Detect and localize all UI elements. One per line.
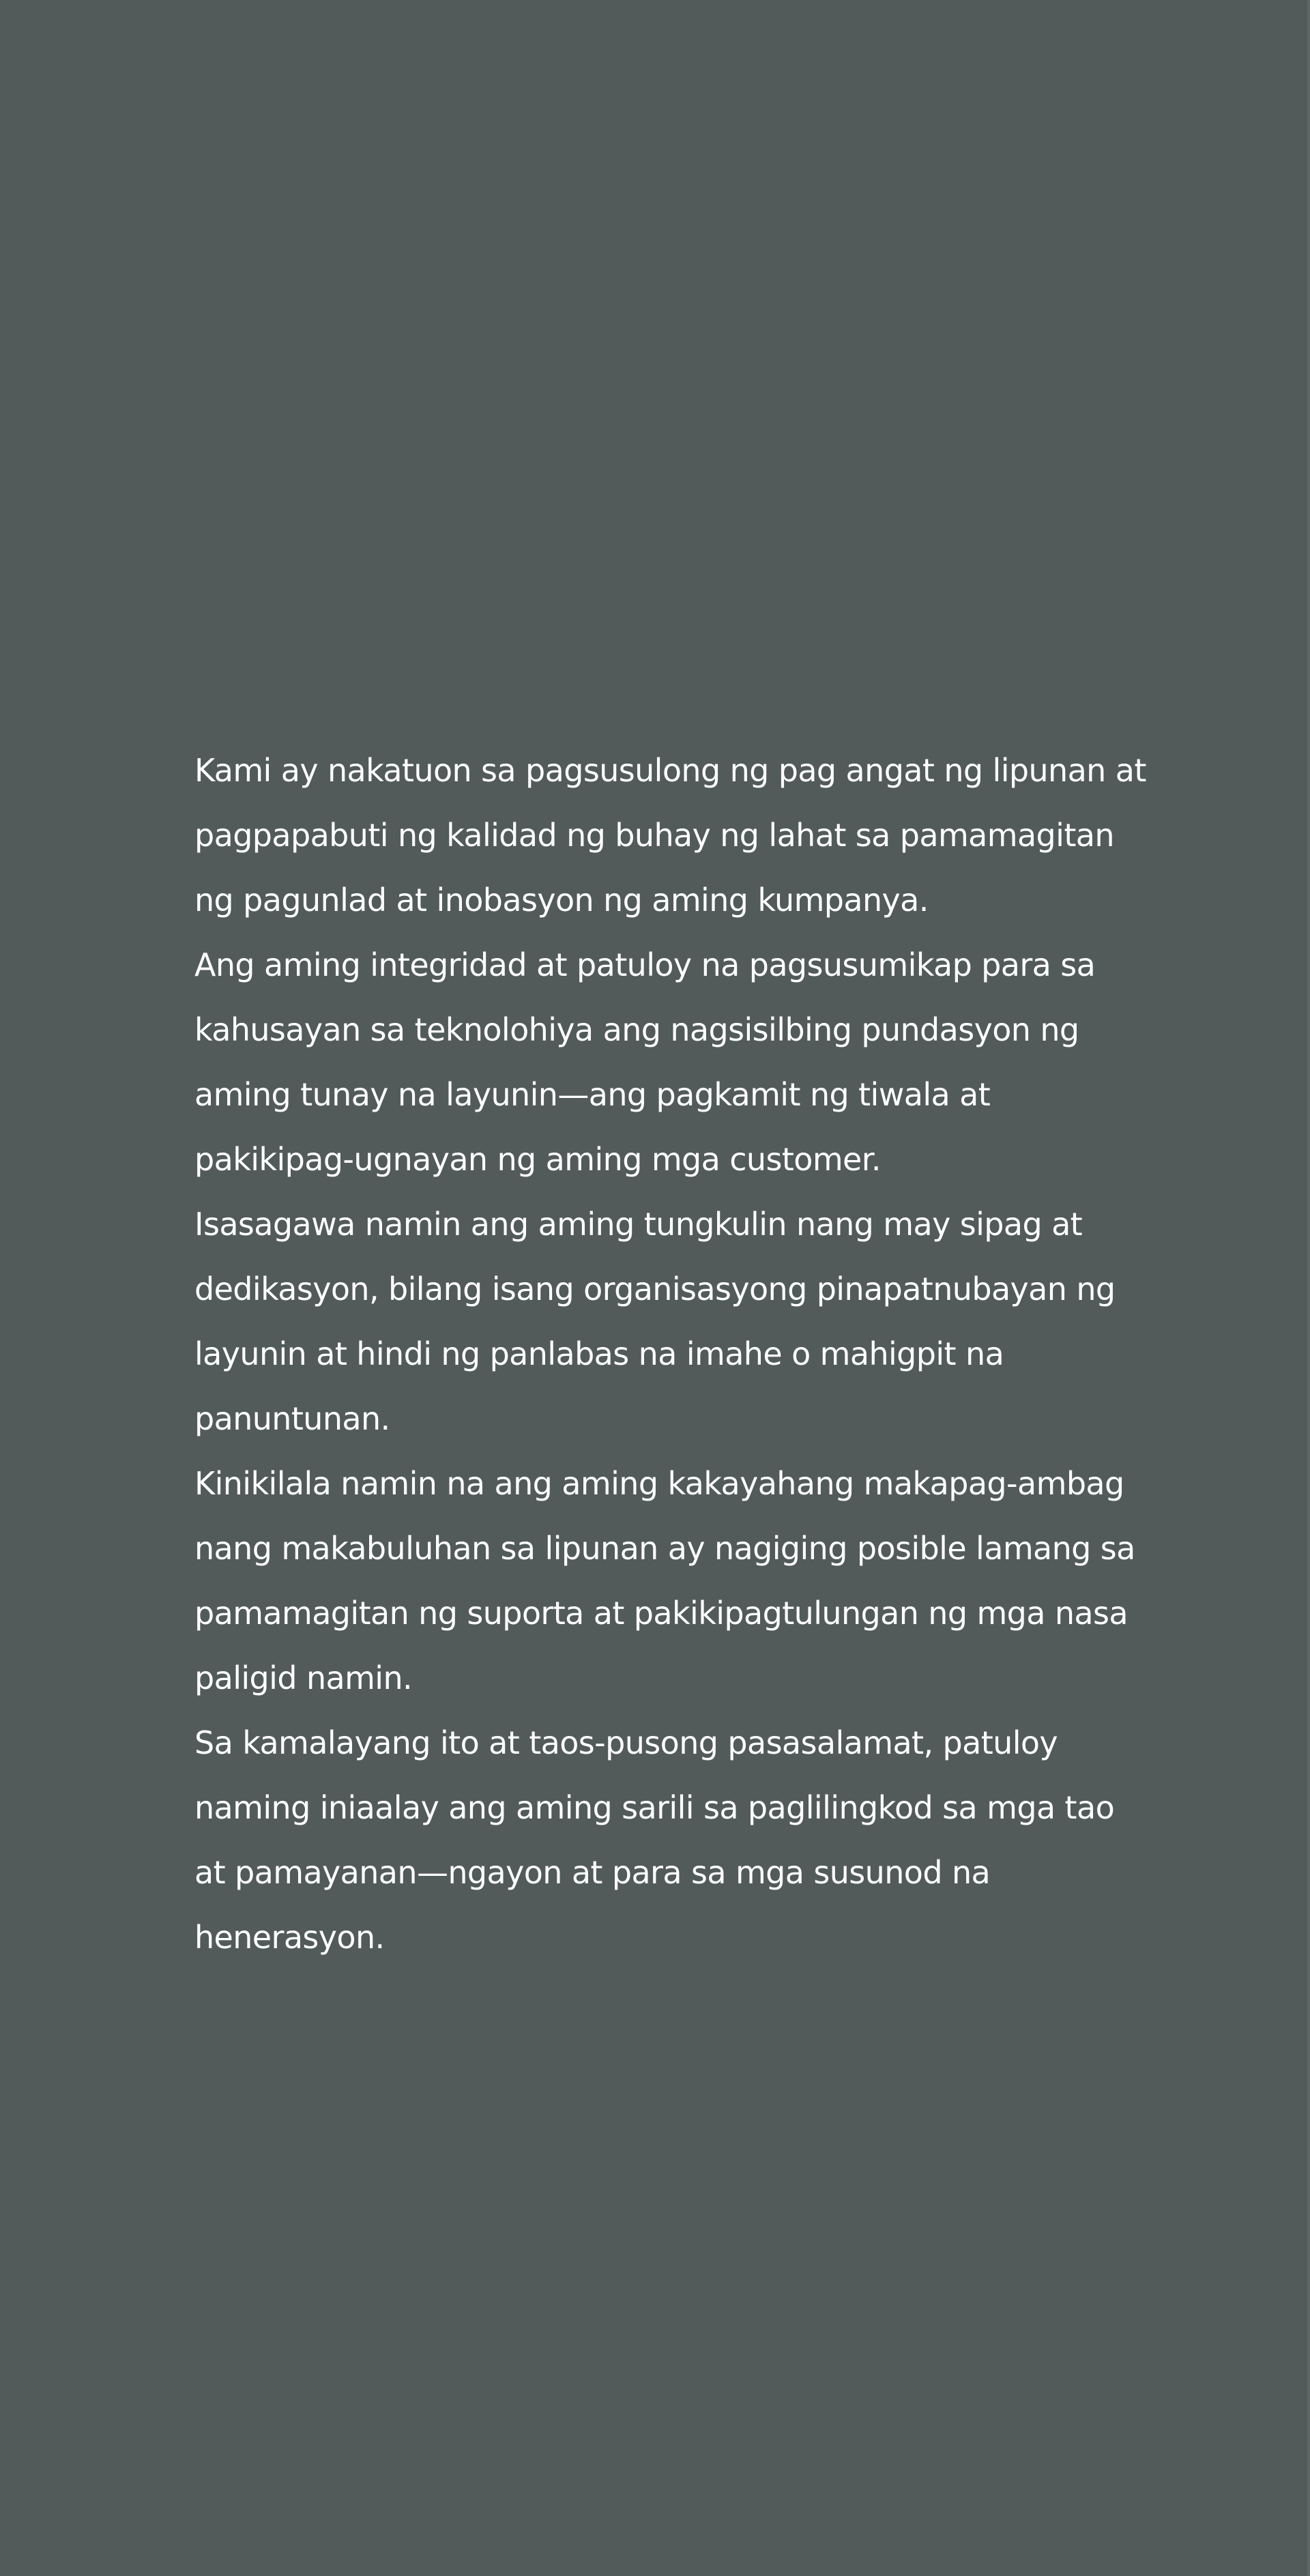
paragraph <box>194 738 1150 933</box>
text-line: kahusayan sa teknolohiya ang nagsisilbing pundasyon ng <box>194 1011 1079 1048</box>
paragraph <box>194 1192 1150 1451</box>
text-line: Kami ay nakatuon sa pagsusulong ng pag angat ng lipunan at <box>194 752 1146 789</box>
text-line: Ang aming integridad at patuloy na pagsusumikap para sa <box>194 946 1096 983</box>
text-line: pakikipag-ugnayan ng aming mga customer. <box>194 1141 881 1178</box>
text-line: henerasyon. <box>194 1919 385 1956</box>
text-line: aming tunay na layunin—ang pagkamit ng tiwala at <box>194 1076 991 1113</box>
text-line: naming iniaalay ang aming sarili sa paglilingkod sa mga tao <box>194 1789 1115 1826</box>
text-line: Sa kamalayang ito at taos-pusong pasasalamat, patuloy <box>194 1724 1058 1761</box>
text-line: Kinikilala namin na ang aming kakayahang makapag-ambag <box>194 1465 1124 1502</box>
paragraph <box>194 1451 1150 1711</box>
text-line: dedikasyon, bilang isang organisasyong pinapatnubayan ng <box>194 1271 1116 1307</box>
text-line: ng pagunlad at inobasyon ng aming kumpanya. <box>194 882 929 918</box>
text-line: pagpapabuti ng kalidad ng buhay ng lahat sa pamamagitan <box>194 817 1114 854</box>
text-line: pamamagitan ng suporta at pakikipagtulungan ng mga nasa <box>194 1595 1128 1632</box>
text-line: Isasagawa namin ang aming tungkulin nang may sipag at <box>194 1206 1083 1243</box>
text-line: paligid namin. <box>194 1660 413 1696</box>
paragraph <box>194 933 1150 1192</box>
page-edge-strip <box>1307 0 1310 2576</box>
paragraph <box>194 1711 1150 1970</box>
mission-statement <box>194 738 1150 1970</box>
text-line: nang makabuluhan sa lipunan ay nagiging posible lamang sa <box>194 1530 1135 1567</box>
text-line: panuntunan. <box>194 1400 390 1437</box>
text-line: layunin at hindi ng panlabas na imahe o mahigpit na <box>194 1335 1004 1372</box>
text-line: at pamayanan—ngayon at para sa mga susunod na <box>194 1854 991 1891</box>
